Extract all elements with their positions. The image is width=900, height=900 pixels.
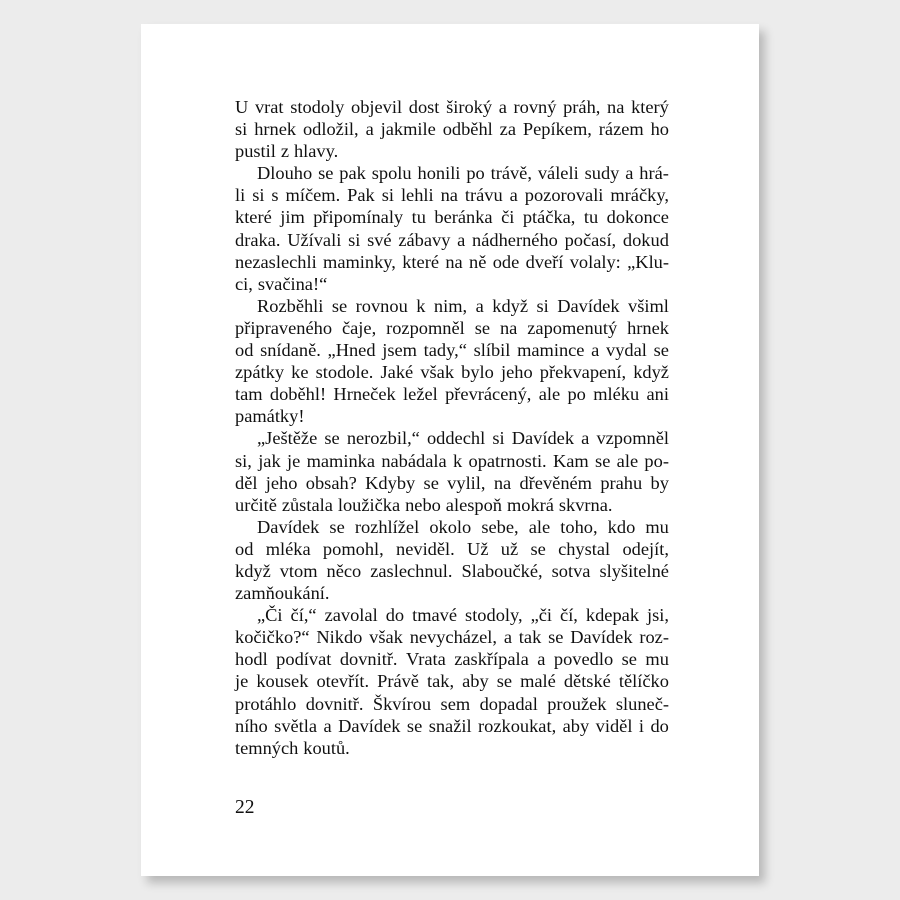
word: si <box>381 185 394 206</box>
word: Davídek <box>338 715 401 736</box>
word: spolu <box>371 163 412 184</box>
word: od <box>235 538 254 559</box>
word: povedlo <box>553 649 614 670</box>
text-line <box>235 383 669 405</box>
word: pak <box>339 163 366 184</box>
text-line <box>235 604 669 626</box>
word: si <box>536 295 549 316</box>
text-line <box>235 206 669 228</box>
text-line <box>235 582 669 604</box>
word: se <box>653 340 669 361</box>
word: Jaké <box>380 362 414 383</box>
book-page <box>141 24 759 876</box>
word: jim <box>280 207 305 228</box>
word: připomínaly <box>313 207 404 228</box>
word: vylil, <box>447 472 486 493</box>
word: hrá- <box>639 163 669 184</box>
word: tu <box>411 207 426 228</box>
word: dřevěném <box>519 472 592 493</box>
word: do <box>650 715 669 736</box>
word: něco <box>326 560 362 581</box>
word: ale <box>616 450 639 471</box>
word: „Klu- <box>627 251 669 272</box>
word: čí, <box>560 605 578 626</box>
text-line <box>235 162 669 184</box>
word: vrat <box>254 97 284 117</box>
word: aby <box>462 671 489 692</box>
word: snídaně. <box>260 340 321 361</box>
word: a <box>581 428 590 449</box>
word: a <box>457 229 466 250</box>
word: Právě <box>377 671 419 692</box>
word: li <box>235 185 246 206</box>
word: koutů. <box>303 737 350 758</box>
word: vzpomněl <box>596 428 669 449</box>
word: objevil <box>351 97 403 117</box>
word: Davídek <box>557 295 620 316</box>
word: se <box>621 649 637 670</box>
text-line <box>235 118 669 140</box>
word: draka. <box>235 229 281 250</box>
word: Dlouho <box>257 163 313 184</box>
word: a <box>625 163 634 184</box>
word: Škvírou <box>372 693 432 714</box>
word: skvrna. <box>558 494 613 515</box>
word: ního <box>235 715 268 736</box>
word: chystal <box>558 538 611 559</box>
word: trávu <box>464 185 503 206</box>
word: se <box>530 538 546 559</box>
word: Davídek <box>570 627 633 648</box>
text-line <box>235 339 669 361</box>
word: mléku <box>593 384 640 405</box>
word: „či <box>530 605 553 626</box>
word: kdepak <box>585 605 640 626</box>
word: si, <box>235 450 252 471</box>
text-line <box>235 184 669 206</box>
word: mu <box>645 516 669 537</box>
word: se <box>496 671 513 692</box>
word: se <box>595 450 611 471</box>
text-line <box>235 361 669 383</box>
word: „Hned <box>327 340 376 361</box>
word: jsi, <box>647 605 669 626</box>
word: hrnek <box>254 119 297 140</box>
word: odejít, <box>622 538 669 559</box>
word: bylo <box>461 362 494 383</box>
word: „Ještěže <box>257 428 318 449</box>
word: na <box>493 472 512 493</box>
word: by <box>650 472 669 493</box>
word: Nikdo <box>316 627 363 648</box>
word: Pepíkem, <box>522 119 592 140</box>
word: který <box>631 97 669 117</box>
word: k <box>416 295 426 316</box>
text-line <box>235 626 669 648</box>
word: kousek <box>256 671 309 692</box>
word: kočičko?“ <box>235 627 310 648</box>
word: už <box>500 538 519 559</box>
word: se <box>474 317 491 338</box>
word: trávě, <box>490 163 532 184</box>
word: ležel <box>403 384 438 405</box>
word: na <box>499 317 518 338</box>
word: a <box>475 295 484 316</box>
word: dovnitř. <box>339 649 398 670</box>
word: Kdyby <box>365 472 416 493</box>
word: sluneč- <box>615 693 669 714</box>
word: si <box>235 119 248 140</box>
word: jak <box>258 450 281 471</box>
word: se <box>423 472 439 493</box>
text-line <box>235 693 669 715</box>
word: slíbil <box>473 340 511 361</box>
word: Davídek <box>511 428 575 449</box>
word: a <box>509 185 518 206</box>
word: převrácený, <box>445 384 532 405</box>
word: opatrnosti. <box>468 450 547 471</box>
word: čaje, <box>341 317 377 338</box>
word: proužek <box>547 693 607 714</box>
word: Slaboučké, <box>461 560 543 581</box>
word: tam <box>235 384 263 405</box>
word: roz- <box>639 627 669 648</box>
word: dokonce <box>606 207 669 228</box>
word: překvapení, <box>539 362 627 383</box>
word: dopadal <box>479 693 538 714</box>
word: rozhlížel <box>354 516 420 537</box>
word: rozkoukat, <box>478 715 557 736</box>
word: nim, <box>433 295 468 316</box>
word: po <box>466 163 485 184</box>
word: ode <box>492 251 520 272</box>
word: neviděl. <box>396 538 455 559</box>
word: mu <box>645 649 669 670</box>
word: ani <box>646 384 669 405</box>
word: otevřít. <box>316 671 370 692</box>
word: památky! <box>235 406 305 427</box>
word: malé <box>520 671 556 692</box>
word: jakmile <box>380 119 436 140</box>
word: rovnou <box>355 295 408 316</box>
word: světla <box>274 715 318 736</box>
text-line <box>235 251 669 273</box>
word: nerozbil,“ <box>346 428 420 449</box>
word: nádherného <box>472 229 558 250</box>
text-line <box>235 560 669 582</box>
word: sem <box>440 693 471 714</box>
word: doběhl! <box>269 384 327 405</box>
word: když <box>492 295 528 316</box>
word: podívat <box>276 649 332 670</box>
word: je <box>235 671 249 692</box>
word: maminky, <box>323 251 396 272</box>
word: ptáčka, <box>522 207 576 228</box>
text-line <box>235 317 669 339</box>
word: však <box>420 362 455 383</box>
word: mléka <box>265 538 311 559</box>
word: nebo <box>405 494 441 515</box>
text-line <box>235 648 669 670</box>
body-text <box>235 96 669 759</box>
word: čí,“ <box>290 605 317 626</box>
word: rovný <box>513 97 557 117</box>
word: z <box>280 141 290 162</box>
word: či <box>501 207 515 228</box>
word: dveří <box>525 251 564 272</box>
text-line <box>235 715 669 737</box>
word: je <box>286 450 301 471</box>
word: Užívali <box>287 229 342 250</box>
word: se <box>331 295 348 316</box>
word: alespoň <box>445 494 502 515</box>
word: jeho <box>265 472 298 493</box>
word: nevycházel, <box>409 627 497 648</box>
word: zapomenutý <box>527 317 618 338</box>
word: svačina!“ <box>257 273 328 294</box>
word: odložil, <box>302 119 359 140</box>
word: obsah? <box>305 472 357 493</box>
word: po- <box>644 450 669 471</box>
word: rázem <box>598 119 644 140</box>
word: počasí, <box>564 229 617 250</box>
word: své <box>367 229 392 250</box>
word: do <box>385 605 405 626</box>
word: dětské <box>563 671 611 692</box>
word: zaslechnul. <box>370 560 453 581</box>
page-number: 22 <box>235 797 255 818</box>
word: zpátky <box>235 362 285 383</box>
word: ně <box>469 251 487 272</box>
word: které <box>235 207 272 228</box>
word: snažil <box>428 715 472 736</box>
word: honili <box>417 163 461 184</box>
word: lehli <box>400 185 434 206</box>
text-line <box>235 96 669 118</box>
word: se <box>318 163 334 184</box>
word: stodoly <box>290 97 345 117</box>
word: míčem. <box>285 185 341 206</box>
word: pustil <box>235 141 276 162</box>
word: rozpomněl <box>386 317 465 338</box>
word: jeho <box>500 362 533 383</box>
word: Rozběhli <box>257 295 324 316</box>
word: vydal <box>606 340 647 361</box>
word: tmavé <box>412 605 458 626</box>
word: za <box>499 119 516 140</box>
word: U <box>235 97 249 117</box>
word: ci, <box>235 273 253 294</box>
word: sotva <box>551 560 591 581</box>
word: dokud <box>622 229 669 250</box>
word: Davídek <box>257 516 320 537</box>
word: zůstala <box>281 494 333 515</box>
text-line <box>235 737 669 759</box>
word: viděl <box>595 715 633 736</box>
word: stodole. <box>315 362 374 383</box>
word: všiml <box>628 295 669 316</box>
word: vtom <box>279 560 318 581</box>
word: zamňoukání. <box>235 583 330 604</box>
text-line <box>235 516 669 538</box>
word: váleli <box>537 163 579 184</box>
word: aby <box>562 715 590 736</box>
word: tak <box>518 627 542 648</box>
word: Vrata <box>406 649 446 670</box>
word: se <box>324 428 340 449</box>
text-line <box>235 140 669 162</box>
word: sebe, <box>481 516 519 537</box>
word: stodoly, <box>465 605 523 626</box>
word: práh, <box>563 97 601 117</box>
word: a <box>365 119 374 140</box>
word: se <box>548 627 564 648</box>
word: protáhlo <box>235 693 297 714</box>
word: tu <box>583 207 599 228</box>
word: volaly: <box>569 251 621 272</box>
word: když <box>235 560 271 581</box>
word: beránka <box>434 207 493 228</box>
word: a <box>503 627 512 648</box>
word: pozorovali <box>524 185 604 206</box>
word: které <box>402 251 439 272</box>
word: slyšitelné <box>599 560 669 581</box>
word: hlavy. <box>293 141 339 162</box>
text-line <box>235 405 669 427</box>
word: tělíčko <box>618 671 669 692</box>
text-line <box>235 670 669 692</box>
word: tady,“ <box>423 340 467 361</box>
word: a <box>537 649 546 670</box>
word: na <box>445 251 463 272</box>
word: zaskřípala <box>454 649 529 670</box>
word: Kam <box>552 450 589 471</box>
text-line <box>235 472 669 494</box>
text-line <box>235 427 669 449</box>
word: připraveného <box>235 317 333 338</box>
word: ale <box>538 384 561 405</box>
word: se <box>406 715 423 736</box>
word: ho <box>650 119 669 140</box>
word: si <box>348 229 361 250</box>
word: hrnek <box>627 317 669 338</box>
word: dost <box>408 97 440 117</box>
word: mráčky, <box>610 185 669 206</box>
word: mamince <box>517 340 585 361</box>
word: Pak <box>347 185 375 206</box>
text-line <box>235 450 669 472</box>
text-line <box>235 295 669 317</box>
text-line <box>235 538 669 560</box>
word: mokrá <box>506 494 554 515</box>
word: na <box>607 97 625 117</box>
word: nabádala <box>381 450 447 471</box>
word: když <box>633 362 669 383</box>
word: temných <box>235 737 299 758</box>
word: však <box>369 627 403 648</box>
text-line <box>235 229 669 251</box>
word: i <box>638 715 645 736</box>
word: maminka <box>306 450 375 471</box>
word: k <box>452 450 463 471</box>
text-line <box>235 273 669 295</box>
word: loužička <box>337 494 401 515</box>
word: pomohl, <box>322 538 384 559</box>
word: na <box>440 185 458 206</box>
word: jsem <box>382 340 417 361</box>
word: určitě <box>235 494 277 515</box>
word: děl <box>235 472 258 493</box>
word: zavolal <box>324 605 378 626</box>
word: s <box>271 185 279 206</box>
word: a <box>498 97 507 117</box>
word: „Či <box>257 605 283 626</box>
word: si <box>252 185 265 206</box>
word: ke <box>291 362 309 383</box>
word: se <box>329 516 345 537</box>
word: dovnitř. <box>305 693 364 714</box>
word: tak, <box>427 671 455 692</box>
word: zábavy <box>398 229 451 250</box>
word: si <box>492 428 505 449</box>
word: okolo <box>429 516 472 537</box>
word: Hrneček <box>333 384 396 405</box>
word: a <box>323 715 332 736</box>
word: ale <box>528 516 551 537</box>
word: po <box>567 384 586 405</box>
word: hodl <box>235 649 268 670</box>
word: sudy <box>584 163 620 184</box>
word: odběhl <box>442 119 493 140</box>
word: kdo <box>607 516 636 537</box>
word: oddechl <box>426 428 486 449</box>
word: Už <box>467 538 489 559</box>
word: a <box>591 340 600 361</box>
text-line <box>235 494 669 516</box>
word: nezaslechli <box>235 251 317 272</box>
word: od <box>235 340 254 361</box>
word: prahu <box>600 472 643 493</box>
word: toho, <box>560 516 598 537</box>
word: široký <box>446 97 493 117</box>
